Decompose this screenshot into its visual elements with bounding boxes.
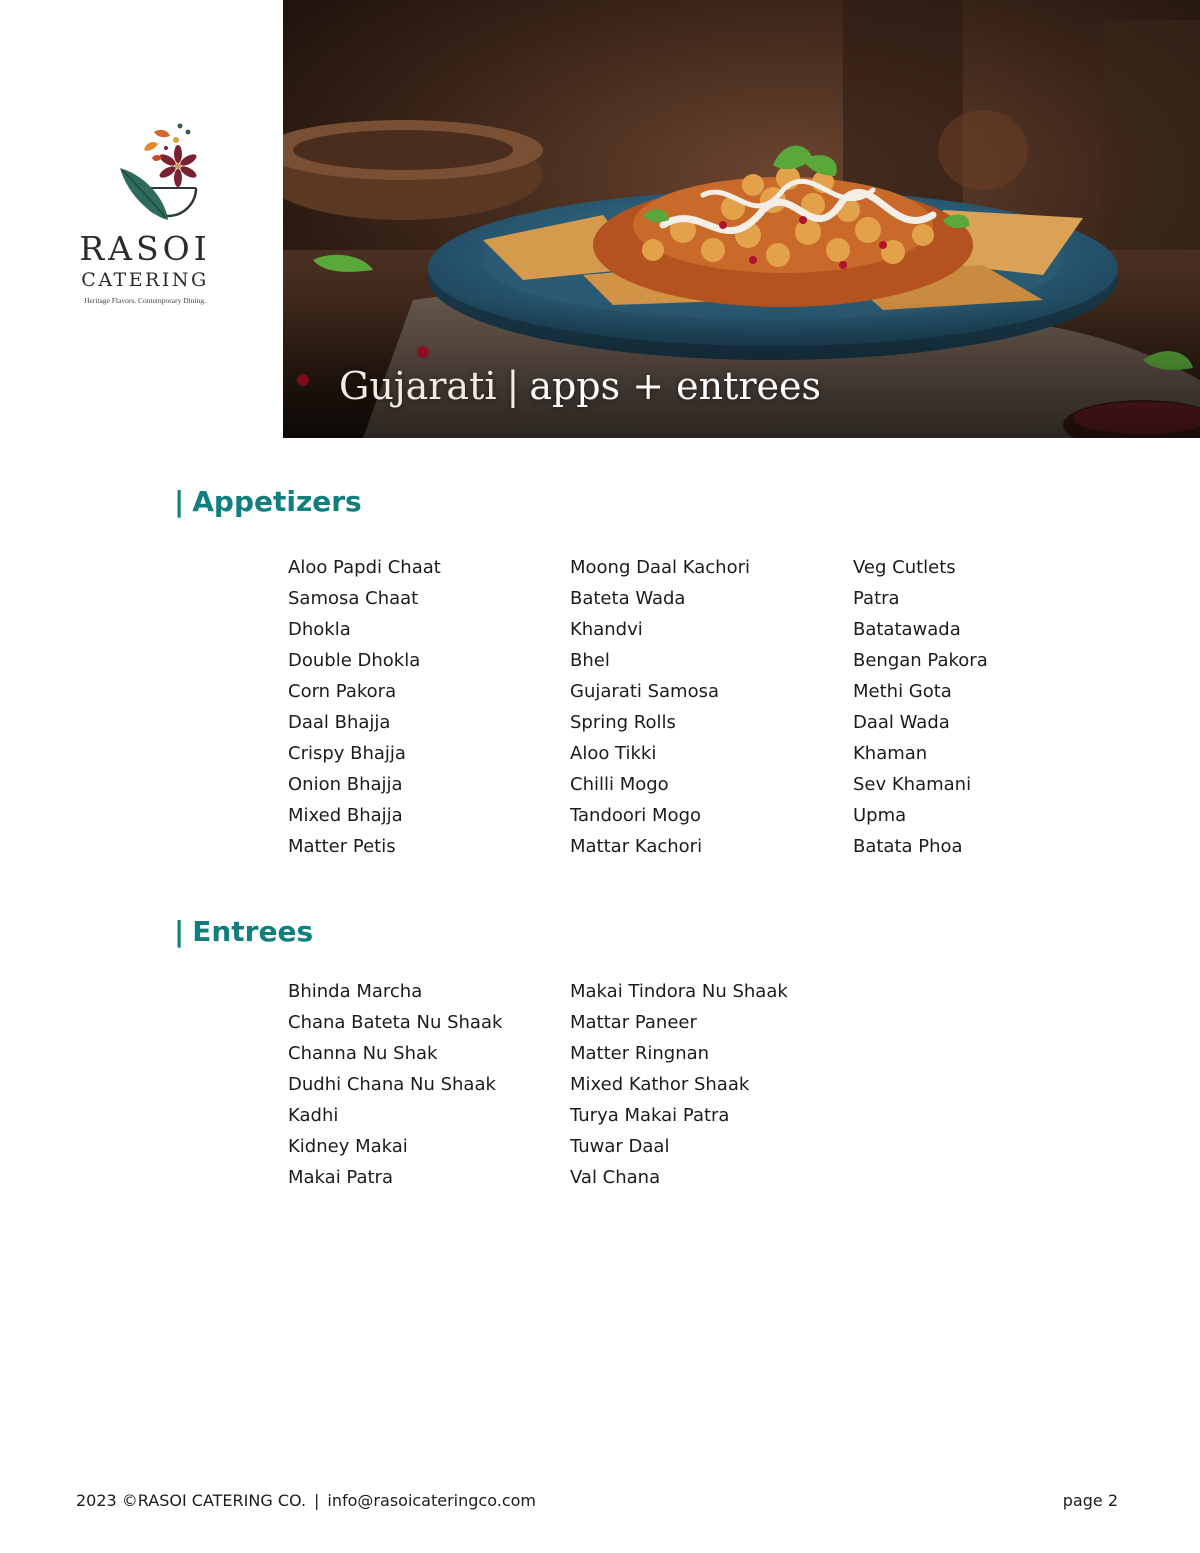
menu-item: Veg Cutlets <box>853 557 956 578</box>
menu-item: Spring Rolls <box>570 712 676 733</box>
menu-item: Moong Daal Kachori <box>570 557 750 578</box>
appetizers-title: Appetizers <box>192 485 362 518</box>
spice-leaf-logo-icon <box>90 118 200 228</box>
menu-item: Gujarati Samosa <box>570 681 720 702</box>
appetizers-column-1 <box>288 552 441 862</box>
heading-accent-bar: | <box>174 485 185 518</box>
hero-title-separator: | <box>506 364 520 408</box>
hero-title <box>339 364 821 408</box>
menu-item: Aloo Tikki <box>570 743 657 764</box>
menu-item: Kidney Makai <box>288 1136 408 1157</box>
entrees-title: Entrees <box>192 915 314 948</box>
appetizers-heading <box>174 485 362 518</box>
menu-item: Batatawada <box>853 619 961 640</box>
menu-item: Batata Phoa <box>853 836 963 857</box>
menu-item: Crispy Bhajja <box>288 743 406 764</box>
hero-title-cuisine: Gujarati <box>339 364 497 408</box>
menu-item: Methi Gota <box>853 681 952 702</box>
footer-contact <box>76 1491 536 1510</box>
menu-item: Dhokla <box>288 619 351 640</box>
menu-item: Kadhi <box>288 1105 339 1126</box>
menu-item: Corn Pakora <box>288 681 397 702</box>
menu-item: Khaman <box>853 743 928 764</box>
menu-item: Dudhi Chana Nu Shaak <box>288 1074 496 1095</box>
appetizers-column-3 <box>853 552 988 862</box>
footer-email-link[interactable]: info@rasoicateringco.com <box>327 1491 536 1510</box>
menu-item: Makai Tindora Nu Shaak <box>570 981 788 1002</box>
menu-item: Mattar Paneer <box>570 1012 697 1033</box>
menu-item: Bhinda Marcha <box>288 981 423 1002</box>
menu-item: Tandoori Mogo <box>570 805 702 826</box>
menu-item: Matter Ringnan <box>570 1043 710 1064</box>
entrees-column-2 <box>570 976 788 1193</box>
heading-accent-bar: | <box>174 915 185 948</box>
menu-item: Mattar Kachori <box>570 836 703 857</box>
menu-item: Samosa Chaat <box>288 588 419 609</box>
brand-logo <box>60 118 230 305</box>
footer-copyright: 2023 ©RASOI CATERING CO. <box>76 1491 307 1510</box>
menu-item: Double Dhokla <box>288 650 421 671</box>
menu-item: Daal Wada <box>853 712 950 733</box>
brand-name: RASOI <box>79 229 211 268</box>
menu-item: Channa Nu Shak <box>288 1043 438 1064</box>
menu-item: Patra <box>853 588 900 609</box>
menu-item: Bateta Wada <box>570 588 686 609</box>
menu-item: Matter Petis <box>288 836 396 857</box>
appetizers-column-2 <box>570 552 750 862</box>
menu-item: Turya Makai Patra <box>570 1105 730 1126</box>
entrees-column-1 <box>288 976 502 1193</box>
brand-subtitle: CATERING <box>81 269 209 291</box>
menu-item: Khandvi <box>570 619 643 640</box>
menu-item: Makai Patra <box>288 1167 393 1188</box>
menu-item: Mixed Kathor Shaak <box>570 1074 750 1095</box>
menu-item: Upma <box>853 805 907 826</box>
menu-item: Mixed Bhajja <box>288 805 403 826</box>
menu-item: Chilli Mogo <box>570 774 669 795</box>
footer-separator: | <box>314 1491 320 1510</box>
menu-item: Val Chana <box>570 1167 661 1188</box>
hero-banner <box>283 0 1200 438</box>
menu-item: Chana Bateta Nu Shaak <box>288 1012 503 1033</box>
menu-item: Bhel <box>570 650 610 671</box>
brand-tagline: Heritage Flavors. Contemporary Dining. <box>84 296 206 305</box>
menu-item: Sev Khamani <box>853 774 972 795</box>
entrees-heading <box>174 915 314 948</box>
hero-title-category: apps + entrees <box>529 364 822 408</box>
page-number: page 2 <box>1062 1491 1118 1510</box>
menu-item: Onion Bhajja <box>288 774 403 795</box>
menu-item: Bengan Pakora <box>853 650 988 671</box>
menu-item: Daal Bhajja <box>288 712 391 733</box>
menu-item: Aloo Papdi Chaat <box>288 557 441 578</box>
menu-item: Tuwar Daal <box>570 1136 670 1157</box>
